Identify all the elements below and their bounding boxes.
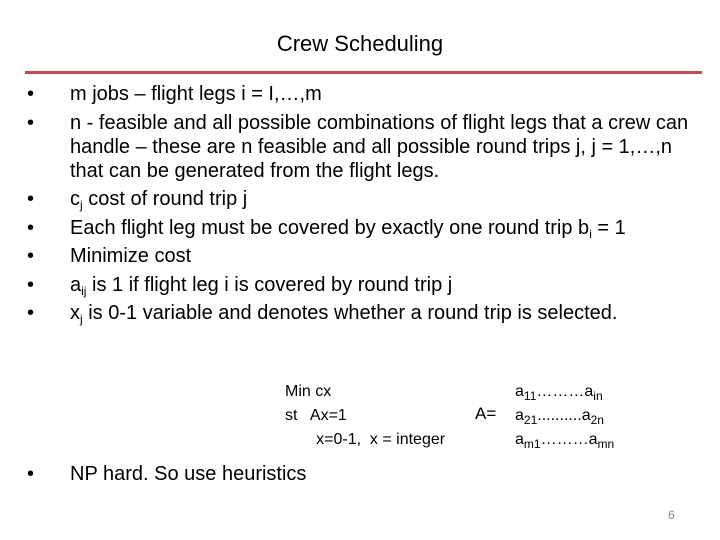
bullet-item [27,301,707,325]
bullet-glyph: • [27,302,35,324]
matrix-symbol: ..........a [537,407,591,424]
bullet-item [27,111,707,183]
subscript: in [593,389,603,403]
bullet-text: m jobs – flight legs i = I,…,m [70,83,322,105]
matrix-row [515,380,614,404]
matrix-symbol: ………a [536,383,594,400]
bullet-text: x [70,302,80,324]
matrix-label: A= [475,404,497,423]
matrix-symbol: a [515,407,524,424]
model-formulation [285,380,445,452]
subscript: mn [597,437,615,451]
bullet-text: is 1 if flight leg i is covered by round trip j [86,273,453,296]
matrix-row [515,428,614,452]
bullet-text: = 1 [591,216,626,239]
matrix-a [515,380,614,452]
bullet-glyph: • [27,273,35,296]
subscript: m1 [523,437,541,451]
bullet-text: c [70,188,80,210]
bullet-text: n - feasible and all possible combinations of flight legs that a crew can handle – these are n feasible and all possible round trips j, j = 1,…,n that can be generated from the flight legs. [70,111,689,182]
bullet-glyph: • [27,111,35,134]
subscript: ij [81,283,87,298]
matrix-symbol: a [515,431,524,448]
bullet-item [27,273,707,297]
bullet-text: NP hard. So use heuristics [70,463,307,485]
title-divider [25,71,702,74]
bullet-item [27,216,707,240]
bullet-text: a [70,273,82,296]
subscript: 21 [523,413,538,427]
domain-line: x=0-1, x = integer [285,431,446,448]
bullet-text: is 0-1 variable and denotes whether a round trip is selected. [82,302,618,324]
slide-title: Crew Scheduling [276,31,444,56]
objective-line: Min cx [285,383,332,400]
bullet-glyph: • [27,188,35,210]
bullet-item [27,82,707,106]
bullet-text: Minimize cost [70,245,192,267]
subscript: 11 [523,389,537,403]
bullet-list [27,82,707,330]
bullet-glyph: • [27,83,35,105]
bullet-item [27,462,306,486]
page-number: 6 [668,508,675,522]
subscript: 2n [590,413,604,427]
bullet-text: cost of round trip j [82,188,248,210]
bullet-item [27,244,707,268]
matrix-symbol: ………a [540,431,598,448]
bullet-glyph: • [27,216,35,239]
bullet-glyph: • [27,245,35,267]
matrix-row [515,404,614,428]
bullet-text: Each flight leg must be covered by exactly one round trip b [70,216,590,239]
subscript: j [80,198,83,212]
constraint-line: st Ax=1 [285,407,347,424]
matrix-symbol: a [515,383,524,400]
subscript: i [589,226,592,241]
subscript: j [80,312,83,326]
bullet-item [27,187,707,211]
bullet-glyph: • [27,463,35,485]
